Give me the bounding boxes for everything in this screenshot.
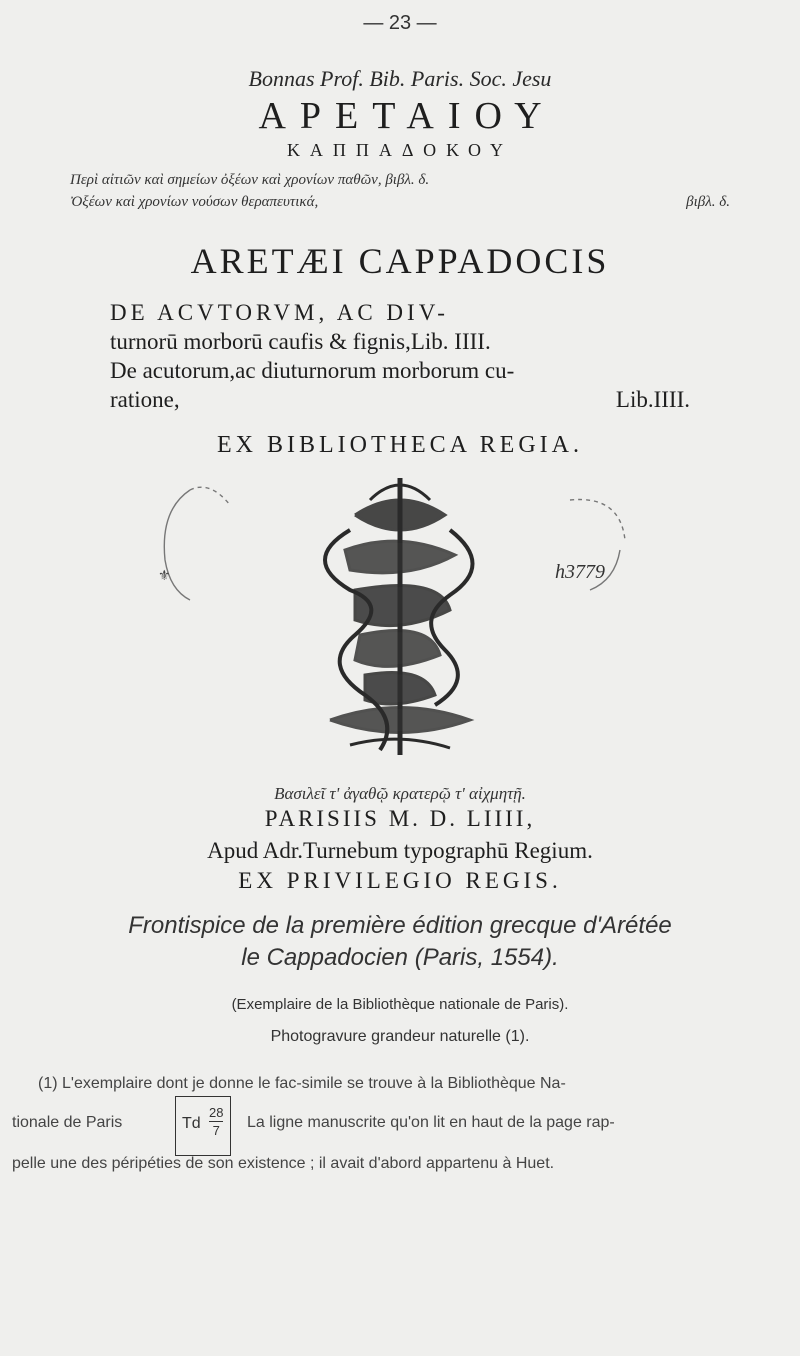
latin-line-4-left: ratione, — [110, 387, 180, 412]
latin-line-4-right: Lib.IIII. — [615, 387, 690, 412]
imprint-paris: PARISIIS M. D. LIIII, — [264, 806, 536, 831]
source-note: (Exemplaire de la Bibliothèque nationale de Paris). — [231, 996, 569, 1013]
handwritten-ownership-note: Bonnas Prof. Bib. Paris. Soc. Jesu — [248, 66, 552, 91]
shelfmark-prefix: Td — [182, 1115, 201, 1132]
greek-author: ΚΑΠΠΑΔΟΚΟΥ — [286, 140, 514, 160]
photogravure-note: Photogravure grandeur naturelle (1). — [270, 1028, 530, 1045]
printer-emblem — [150, 470, 650, 770]
imprint-printer: Apud Adr.Turnebum typographū Regium. — [207, 838, 593, 863]
shelfmark-fraction — [209, 1105, 223, 1138]
footnote-line-2-start: tionale de Paris — [12, 1114, 123, 1131]
emblem-handwritten-number: h3779 — [555, 561, 605, 583]
caption-line-2: le Cappadocien (Paris, 1554). — [241, 944, 559, 971]
greek-subtitle-line-2-text: Ὀξέων καὶ χρονίων νούσων θεραπευτικά, — [70, 194, 319, 210]
latin-title: ARETÆI CAPPADOCIS — [190, 241, 610, 281]
latin-line-4 — [110, 385, 690, 414]
footnote-line-2-end: La ligne manuscrite qu'on lit en haut de la page rap- — [247, 1114, 615, 1131]
shelfmark-box — [175, 1096, 231, 1156]
svg-text:⚜: ⚜ — [158, 569, 171, 584]
greek-title: ΑΡΕΤΑΙΟΥ — [258, 95, 556, 137]
shelfmark-bottom: 7 — [212, 1123, 220, 1138]
latin-line-1: DE ACVTORVM, AC DIV- — [110, 300, 449, 325]
library-stamp-icon — [158, 487, 230, 600]
latin-line-2: turnorū morborū caufis & fignis,Lib. IIII. — [110, 329, 491, 354]
greek-subtitle-line-1: Περὶ αἰτιῶν καὶ σημείων ὀξέων καὶ χρονίων παθῶν, βιβλ. δ. — [70, 172, 430, 188]
greek-subtitle-line-2-book: βιβλ. δ. — [686, 194, 730, 210]
latin-line-3: De acutorum,ac diuturnorum morborum cu- — [110, 358, 515, 383]
footnote-line-3: pelle une des péripéties de son existence ; il avait d'abord appartenu à Huet. — [12, 1155, 555, 1172]
footnote-line-1: (1) L'exemplaire dont je donne le fac-simile se trouve à la Bibliothèque Na- — [38, 1075, 566, 1092]
caduceus-serpent-icon — [325, 478, 473, 755]
ex-bibliotheca-regia: EX BIBLIOTHECA REGIA. — [217, 432, 583, 458]
page-number: — 23 — — [363, 12, 437, 34]
caption-line-1: Frontispice de la première édition grecque d'Arétée — [128, 912, 672, 939]
greek-subtitle-line-2 — [70, 194, 730, 211]
shelfmark-top: 28 — [209, 1105, 224, 1120]
imprint-privilege: EX PRIVILEGIO REGIS. — [238, 868, 562, 893]
greek-motto: Βασιλεῖ τ' ἀγαθῷ κρατερῷ τ' αἰχμητῇ. — [274, 784, 526, 803]
